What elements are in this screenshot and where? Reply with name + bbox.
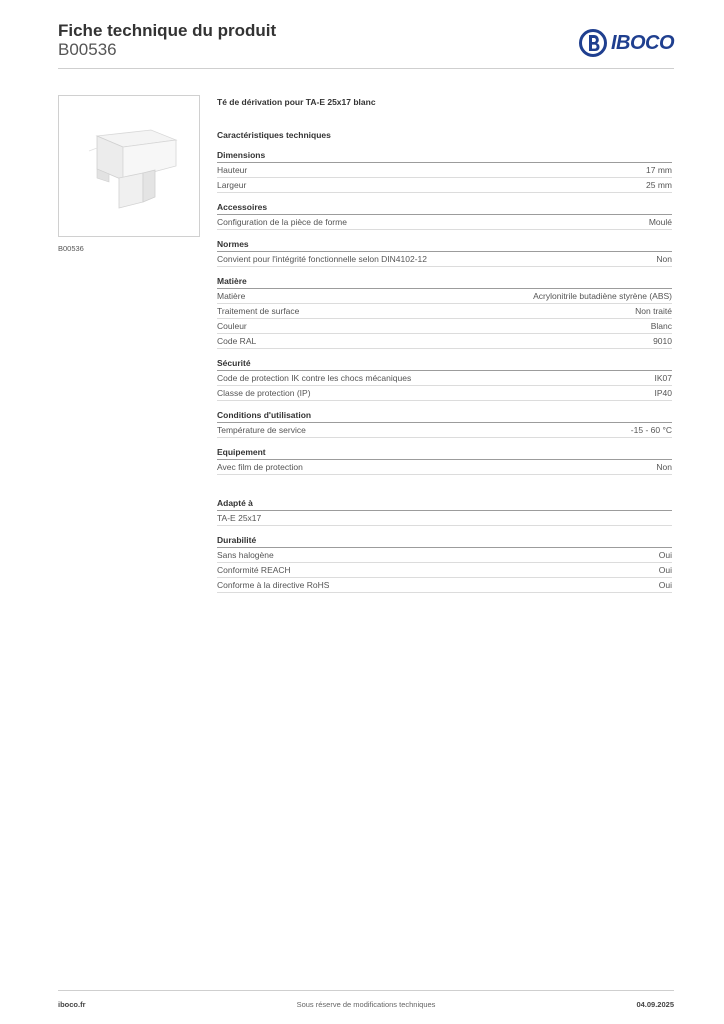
spec-value: IP40	[654, 388, 672, 398]
section-title: Dimensions	[217, 149, 672, 163]
page-header	[58, 20, 674, 69]
spec-row	[217, 511, 672, 526]
page-title: Fiche technique du produit	[58, 21, 277, 40]
spec-value: Oui	[658, 550, 672, 560]
spec-row	[217, 304, 672, 319]
section-title: Conditions d'utilisation	[217, 409, 672, 423]
spec-row	[217, 334, 672, 349]
product-name: Té de dérivation pour TA-E 25x17 blanc	[217, 97, 376, 107]
spec-row	[217, 371, 672, 386]
section-material	[217, 275, 672, 349]
spec-value: IK07	[654, 373, 672, 383]
spec-row	[217, 215, 672, 230]
spec-label: Température de service	[217, 425, 306, 435]
spec-value: 9010	[653, 336, 672, 346]
spec-label: Configuration de la pièce de forme	[217, 217, 347, 227]
spec-row	[217, 289, 672, 304]
spec-row	[217, 178, 672, 193]
spec-row	[217, 163, 672, 178]
spec-row	[217, 386, 672, 401]
footer-website: iboco.fr	[58, 1000, 86, 1009]
spec-value: Oui	[658, 580, 672, 590]
spec-value: Non	[656, 254, 672, 264]
section-title: Normes	[217, 238, 672, 252]
spec-label: Sans halogène	[217, 550, 274, 560]
spec-value: Non	[656, 462, 672, 472]
spec-label: Convient pour l'intégrité fonctionnelle selon DIN4102-12	[217, 254, 428, 264]
section-conditions	[217, 409, 672, 438]
section-title: Equipement	[217, 446, 672, 460]
spec-value: Blanc	[650, 321, 672, 331]
spec-label: Code RAL	[217, 336, 257, 346]
section-title: Sécurité	[217, 357, 672, 371]
iboco-emblem-icon	[579, 29, 607, 57]
section-title: Durabilité	[217, 534, 672, 548]
brand-logo	[579, 28, 674, 58]
section-sustainability	[217, 534, 672, 593]
tech-specs-title: Caractéristiques techniques	[217, 130, 331, 140]
spec-label: Conformité REACH	[217, 565, 291, 575]
section-compatible	[217, 497, 672, 526]
section-title: Matière	[217, 275, 672, 289]
spec-label: TA-E 25x17	[217, 513, 262, 523]
footer-disclaimer: Sous réserve de modifications techniques	[296, 1000, 436, 1009]
product-image	[58, 95, 200, 237]
spec-label: Code de protection IK contre les chocs mécaniques	[217, 373, 412, 383]
spec-row	[217, 319, 672, 334]
section-dimensions	[217, 149, 672, 193]
section-safety	[217, 357, 672, 401]
section-title: Accessoires	[217, 201, 672, 215]
spec-value: 17 mm	[646, 165, 672, 175]
spec-value: Moulé	[648, 217, 672, 227]
spec-value: Acrylonitrile butadiène styrène (ABS)	[533, 291, 672, 301]
footer-date: 04.09.2025	[636, 1000, 674, 1009]
spec-value: Non traité	[635, 306, 672, 316]
spec-row	[217, 252, 672, 267]
spec-label: Largeur	[217, 180, 247, 190]
page-footer	[58, 990, 674, 1009]
section-standards	[217, 238, 672, 267]
spec-label: Couleur	[217, 321, 247, 331]
spec-label: Matière	[217, 291, 246, 301]
spec-row	[217, 548, 672, 563]
spec-row	[217, 460, 672, 475]
spec-label: Classe de protection (IP)	[217, 388, 311, 398]
spec-value: Oui	[658, 565, 672, 575]
spec-row	[217, 563, 672, 578]
image-caption: B00536	[58, 244, 84, 253]
section-equipment	[217, 446, 672, 475]
spec-value: 25 mm	[646, 180, 672, 190]
spec-label: Avec film de protection	[217, 462, 303, 472]
tee-connector-image	[59, 96, 199, 236]
spec-row	[217, 423, 672, 438]
spec-value: -15 - 60 °C	[630, 425, 672, 435]
section-title: Adapté à	[217, 497, 672, 511]
section-accessories	[217, 201, 672, 230]
spec-label: Hauteur	[217, 165, 248, 175]
spec-label: Traitement de surface	[217, 306, 300, 316]
logo-wordmark: IBOCO	[610, 31, 674, 54]
spec-label: Conforme à la directive RoHS	[217, 580, 330, 590]
spec-row	[217, 578, 672, 593]
product-code: B00536	[58, 40, 117, 59]
spec-content	[217, 96, 672, 593]
